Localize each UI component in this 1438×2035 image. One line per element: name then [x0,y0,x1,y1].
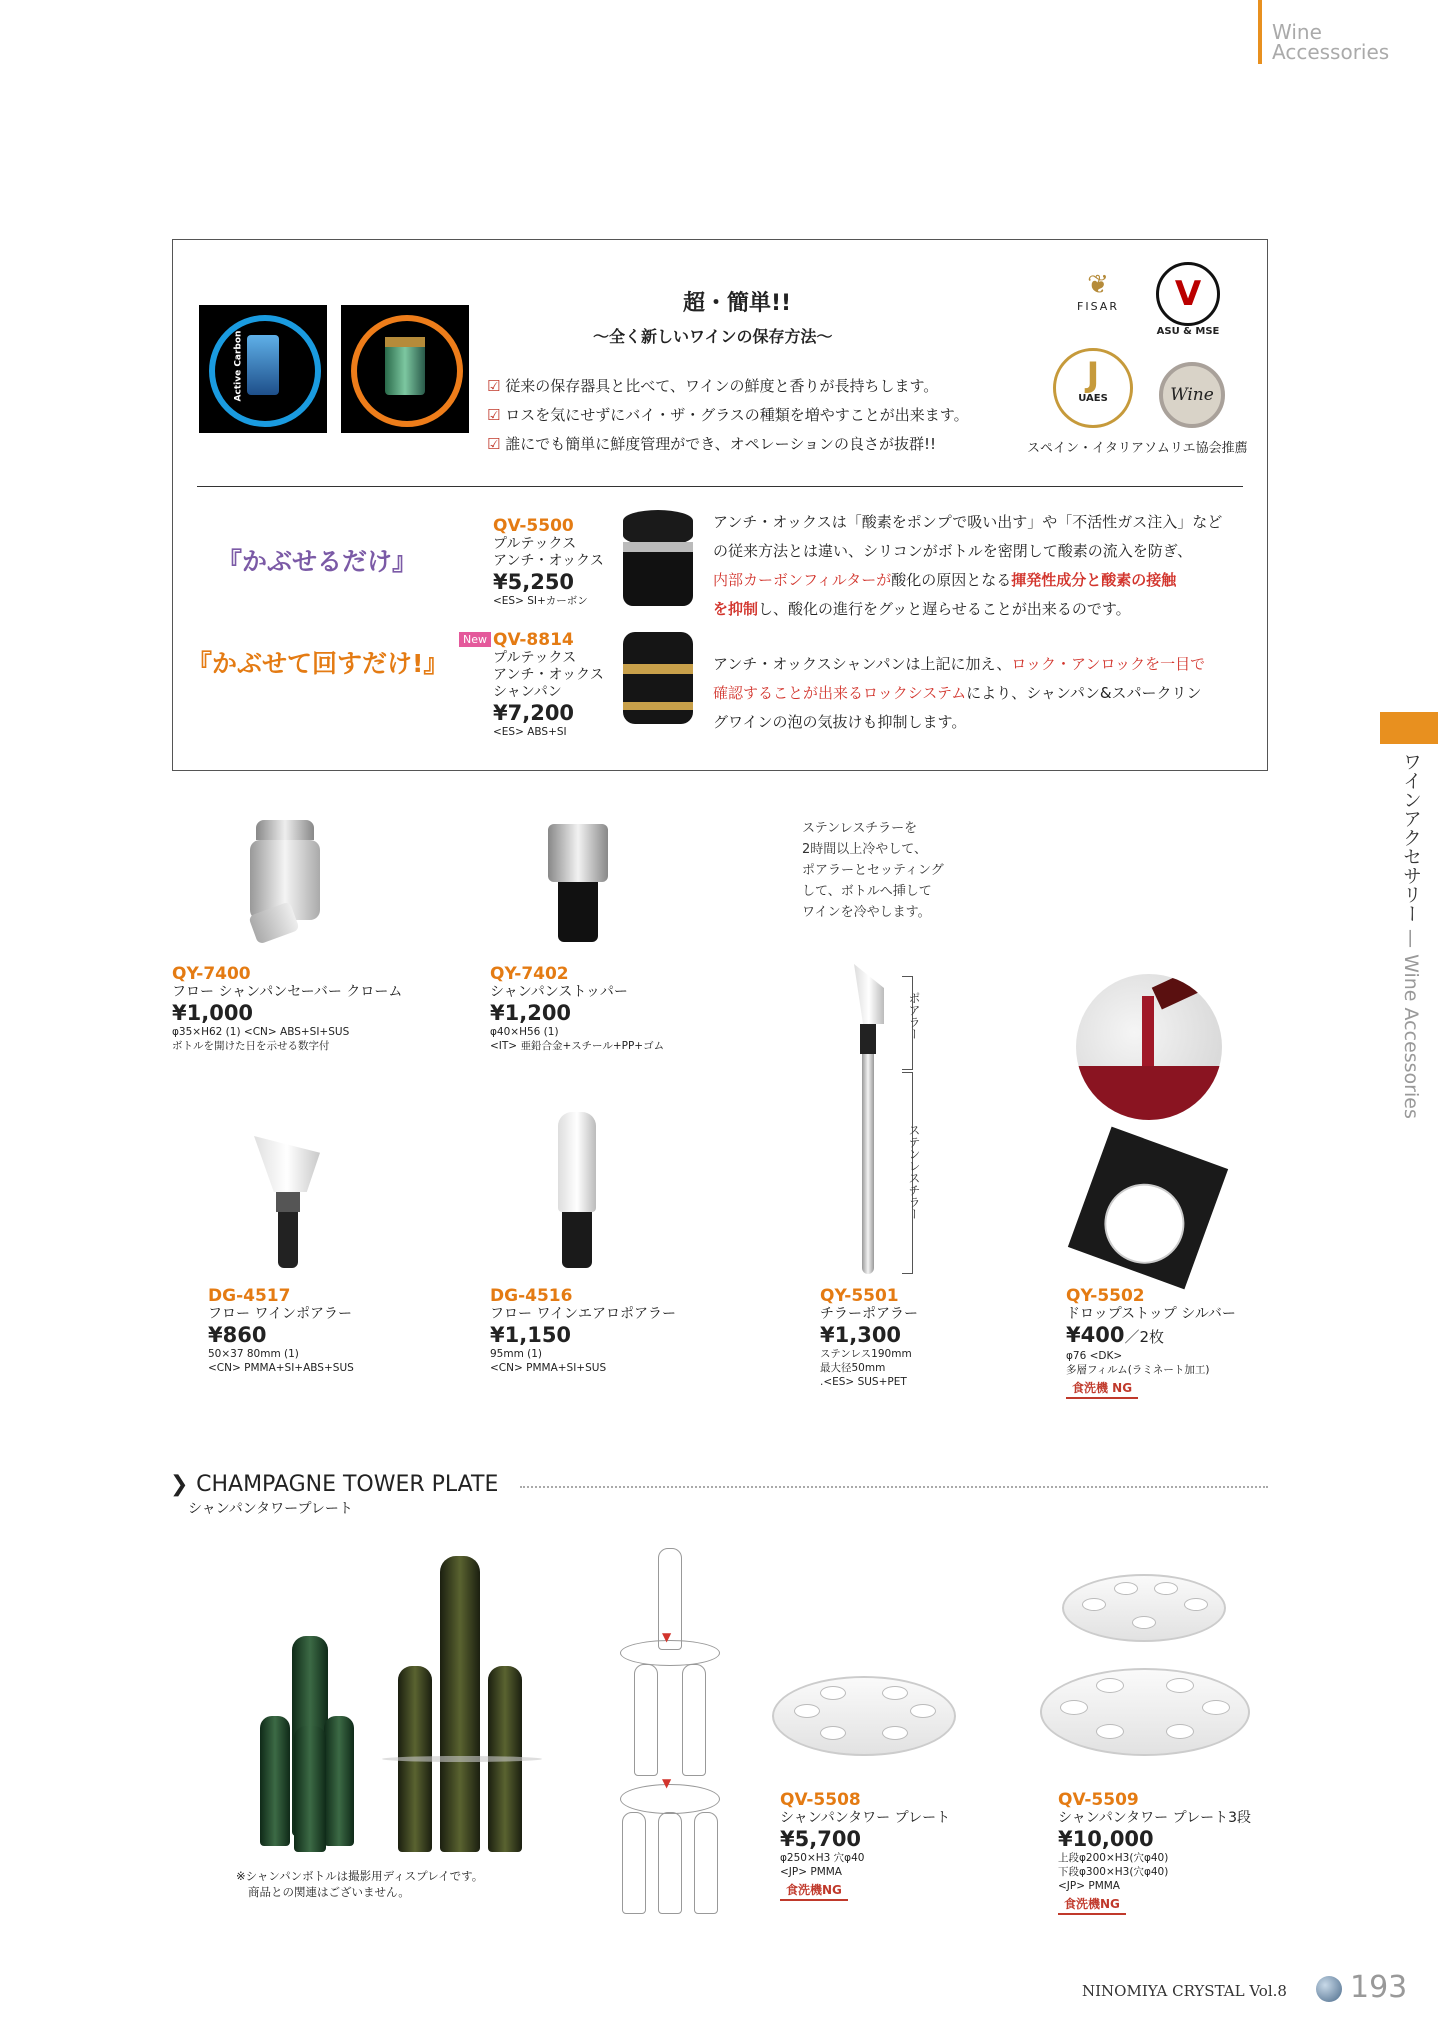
header-title: Wine Accessories [1272,20,1390,64]
product-card: DG-4516 フロー ワインエアロポアラー ¥1,150 95mm (1) <CN> PMMA+SI+SUS [490,1286,677,1374]
featured-box [172,239,1268,771]
product-card: QY-5502 ドロップストップ シルバー ¥400／2枚 φ76 <DK> 多層フィルム(ラミネート加工) 食洗機 NG [1066,1286,1236,1399]
checkbox-icon: ☑ [487,406,501,424]
side-tab-label: ワインアクセサリー — Wine Accessories [1400,752,1422,1119]
featured-product-1: QV-5500 プルテックス アンチ・オックス ¥5,250 <ES> SI+カーボン [493,516,604,607]
desc-anti-ox: アンチ・オックスは「酸素をポンプで吸い出す」や「不活性ガス注入」など の従来方法とは違い、シリコンがボトルを密閉して酸素の流入を防ぎ、 内部カーボンフィルターが酸化の原因となる揮発性成分と酸素の接触 を抑制し、酸化の進行をグッと遅らせることが出来るのです。 [713,513,1223,618]
anti-ox-photo [617,506,701,610]
header-bar [1258,0,1262,64]
side-tab-marker [1380,712,1438,744]
dishwasher-ng-badge: 食洗機NG [1058,1895,1126,1915]
pourer-label: ポアラー [907,992,921,1040]
featured-product-2: QV-8814 プルテックス アンチ・オックス シャンパン ¥7,200 <ES> ABS+SI [493,630,604,738]
section-header: ❯ CHAMPAGNE TOWER PLATE シャンパンタワープレート [170,1472,499,1517]
product-card: QY-5501 チラーポアラー ¥1,300 ステンレス190mm 最大径50mm .<ES> SUS+PET [820,1286,918,1388]
check-item: ☑ ロスを気にせずにバイ・ザ・グラスの種類を増やすことが出来ます。 [487,406,969,424]
product-card: QY-7400 フロー シャンパンセーバー クローム ¥1,000 φ35×H62 (1) <CN> ABS+SI+SUS ボトルを開けた日を示せる数字付 [172,964,403,1052]
anti-ox-champagne-photo [619,628,699,728]
fisar-logo: ❦ FISAR [1063,270,1133,313]
champagne-saver-photo [246,820,328,942]
new-badge: New [459,632,491,647]
stainless-label: ステンレスチラー [907,1124,921,1220]
uaes-logo: J UAES [1053,348,1133,428]
arrow-down-icon: ▼ [662,1630,672,1644]
tower-diagram [614,1548,724,1918]
section-rule [520,1486,1268,1488]
cta-cover-turn: 『かぶせて回すだけ!』 [187,649,449,678]
chiller-pourer-photo [840,964,900,1276]
dishwasher-ng-badge: 食洗機NG [780,1881,848,1901]
tower-plate-top-photo [1062,1574,1226,1642]
tower-plate-bottom-photo [1040,1668,1250,1756]
product-card: QY-7402 シャンパンストッパー ¥1,200 φ40×H56 (1) <IT> 亜鉛合金+スチール+PP+ゴム [490,964,665,1052]
check-list [487,372,969,459]
checkbox-icon: ☑ [487,377,501,395]
grapes-icon: ❦ [1087,270,1109,300]
globe-icon [1316,1976,1342,2002]
filter-icon [341,305,469,433]
checkbox-icon: ☑ [487,435,501,453]
product-card: DG-4517 フロー ワインポアラー ¥860 50×37 80mm (1) <CN> PMMA+SI+ABS+SUS [208,1286,354,1374]
endorsement: スペイン・イタリアソムリエ協会推薦 [1027,441,1248,456]
champagne-stopper-photo [544,820,614,946]
wine-pouring-photo [1076,974,1222,1120]
footer-brand: NINOMIYA CRYSTAL Vol.8 [1082,1982,1287,2000]
check-item: ☑ 従来の保存器具と比べて、ワインの鮮度と香りが長持ちします。 [487,377,939,395]
page-number: 193 [1350,1970,1408,2005]
aero-pourer-photo [552,1112,602,1272]
dishwasher-ng-badge: 食洗機 NG [1066,1379,1138,1399]
chevron-right-icon: ❯ [170,1472,189,1497]
cta-cover: 『かぶせるだけ』 [217,547,418,576]
wine-pourer-photo [246,1136,326,1276]
arrow-down-icon: ▼ [662,1776,672,1790]
featured-title: 超・簡単!! [683,291,792,316]
chiller-note: ステンレスチラーを 2時間以上冷やして、 ポアラーとセッティング して、ボトルへ挿して ワインを冷やします。 [802,821,944,920]
divider [197,486,1243,487]
check-item: ☑ 誰にでも簡単に鮮度管理ができ、オペレーションの良さが抜群!! [487,435,937,453]
featured-subtitle: 〜全く新しいワインの保存方法〜 [593,327,833,346]
active-carbon-icon: Active Carbon [199,305,327,433]
drop-stop-photo [1068,1127,1228,1290]
wine-logo: Wine [1159,362,1225,428]
product-card: QV-5509 シャンパンタワー プレート3段 ¥10,000 上段φ200×H3(穴φ40) 下段φ300×H3(穴φ40) <JP> PMMA 食洗機NG [1058,1790,1251,1915]
tower-note: ※シャンパンボトルは撮影用ディスプレイです。 商品との関連はございません。 [236,1869,484,1899]
desc-anti-ox-champagne: アンチ・オックスシャンパンは上記に加え、ロック・アンロックを一目で 確認することが出来るロックシステムにより、シャンパン&スパークリン グワインの泡の気抜けも抑制します。 [713,655,1206,731]
tower-plate-photo [772,1676,956,1756]
asu-logo: V ASU & MSE [1153,262,1223,342]
product-card: QV-5508 シャンパンタワー プレート ¥5,700 φ250×H3 穴φ40 <JP> PMMA 食洗機NG [780,1790,950,1901]
